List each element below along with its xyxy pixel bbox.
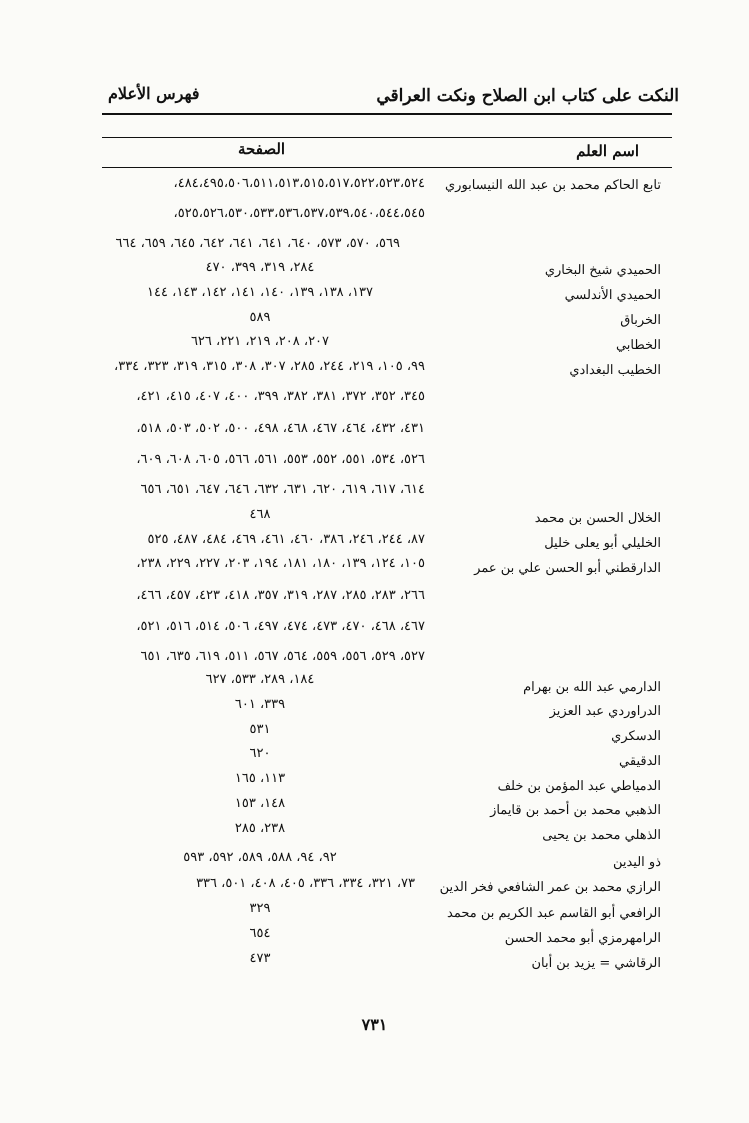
page-number: ٧٣١ <box>361 1015 388 1034</box>
entry-pages: ٨٧، ٢٤٤، ٢٤٦، ٣٨٦، ٤٦٠، ٤٦١، ٤٦٩، ٤٨٤، ٤٨٧، ٥٢٥ <box>147 532 425 547</box>
entry-pages: ٤٣١، ٤٣٢، ٤٦٤، ٤٦٧، ٤٦٨، ٤٩٨، ٥٠٠، ٥٠٢، ٥٠٣، ٥١٨، <box>136 421 425 436</box>
entry-pages: ١٤٨، ١٥٣ <box>234 796 286 811</box>
table-top-rule <box>102 137 672 138</box>
entry-name: الخطيب البغدادي <box>569 363 661 378</box>
entry-pages: ٦١٤، ٦١٧، ٦١٩، ٦٢٠، ٦٣١، ٦٣٢، ٦٤٦، ٦٤٧، ٦٥١، ٦٥٦ <box>140 482 425 497</box>
entry-pages: ٢٨٤، ٣١٩، ٣٩٩، ٤٧٠ <box>205 260 315 275</box>
entry-name: تابع الحاكم محمد بن عبد الله النيسابوري <box>445 178 661 193</box>
entry-pages: ٦٥٤ <box>249 926 271 941</box>
entry-name: الحميدي شيخ البخاري <box>544 263 661 278</box>
header-rule <box>102 113 672 115</box>
entry-pages: ٩٩، ١٠٥، ٢١٩، ٢٤٤، ٢٨٥، ٣٠٧، ٣٠٨، ٣١٥، ٣١٩، ٣٢٣، ٣٣٤، <box>114 359 425 374</box>
book-title: النكت على كتاب ابن الصلاح ونكت العراقي <box>376 86 679 106</box>
entry-name: الذهلي محمد بن يحيى <box>542 828 661 843</box>
entry-pages: ١١٣، ١٦٥ <box>234 771 286 786</box>
entry-pages: ٥٢٦، ٥٣٤، ٥٥١، ٥٥٢، ٥٥٣، ٥٦١، ٥٦٦، ٦٠٥، ٦٠٨، ٦٠٩، <box>136 452 425 467</box>
table-header-rule <box>102 167 672 168</box>
section-title: فهرس الأعلام <box>108 84 200 103</box>
entry-pages: ٢٠٧، ٢٠٨، ٢١٩، ٢٢١، ٦٢٦ <box>190 334 330 349</box>
entry-pages: ٢٦٦، ٢٨٣، ٢٨٥، ٢٨٧، ٣١٩، ٣٥٧، ٤١٨، ٤٢٣، ٤٥٧، ٤٦٦، <box>136 588 425 603</box>
entry-name: الدسكري <box>611 729 661 744</box>
entry-name: الخلال الحسن بن محمد <box>534 511 661 526</box>
entry-pages: ٥٨٩ <box>249 310 271 325</box>
entry-name: الرازي محمد بن عمر الشافعي فخر الدين <box>439 880 661 895</box>
entry-name: الخرباق <box>620 313 661 328</box>
entry-pages: ٥٣١ <box>249 722 271 737</box>
entry-name: الذهبي محمد بن أحمد بن قايماز <box>490 803 661 818</box>
entry-pages: ٥٦٩، ٥٧٠، ٥٧٣، ٦٤٠، ٦٤١، ٦٤١، ٦٤٢، ٦٤٥، ٦٥٩، ٦٦٤ <box>115 236 400 251</box>
entry-name: الرافعي أبو القاسم عبد الكريم بن محمد <box>447 906 661 921</box>
entry-name: الخطابي <box>615 338 661 353</box>
entry-pages: ٤٦٨ <box>249 507 271 522</box>
entry-name: الدقيقي <box>619 754 661 769</box>
entry-pages: ٤٧٣ <box>249 951 271 966</box>
entry-pages: ٦٢٠ <box>249 746 271 761</box>
entry-name: الدارمي عبد الله بن بهرام <box>523 680 661 695</box>
entry-name: ذو اليدين <box>612 855 661 870</box>
entry-pages: ٧٣، ٣٢١، ٣٣٤، ٣٣٦، ٤٠٥، ٤٠٨، ٥٠١، ٣٣٦ <box>196 876 415 891</box>
entry-pages: ٢٣٨، ٢٨٥ <box>234 821 286 836</box>
column-header-name: اسم العلم <box>576 142 639 160</box>
entry-pages: ١٨٤، ٢٨٩، ٥٣٣، ٦٢٧ <box>205 672 315 687</box>
entry-pages: ٣٢٩ <box>249 901 271 916</box>
entry-pages: ١٣٧، ١٣٨، ١٣٩، ١٤٠، ١٤١، ١٤٢، ١٤٣، ١٤٤ <box>147 285 373 300</box>
entry-pages: ٥٢٥،٥٢٦،٥٣٠،٥٣٣،٥٣٦،٥٣٧،٥٣٩،٥٤٠،٥٤٤،٥٤٥، <box>173 206 425 221</box>
entry-name: الحميدي الأندلسي <box>564 288 661 303</box>
entry-name: الرقاشي = يزيد بن أبان <box>531 956 661 971</box>
entry-name: الدمياطي عبد المؤمن بن خلف <box>497 779 661 794</box>
entry-name: الدارقطني أبو الحسن علي بن عمر <box>474 561 661 576</box>
entry-pages: ٩٢، ٩٤، ٥٨٨، ٥٨٩، ٥٩٢، ٥٩٣ <box>183 850 337 865</box>
column-header-page: الصفحة <box>238 140 286 158</box>
entry-pages: ٤٦٧، ٤٦٨، ٤٧٠، ٤٧٣، ٤٧٤، ٤٩٧، ٥٠٦، ٥١٤، ٥١٦، ٥٢١، <box>136 619 425 634</box>
entry-pages: ١٠٥، ١٢٤، ١٣٩، ١٨٠، ١٨١، ١٩٤، ٢٠٣، ٢٢٧، ٢٢٩، ٢٣٨، <box>136 556 425 571</box>
entry-name: الرامهرمزي أبو محمد الحسن <box>504 931 661 946</box>
entry-pages: ٤٨٤،٤٩٥،٥٠٦،٥١١،٥١٣،٥١٥،٥١٧،٥٢٢،٥٢٣،٥٢٤، <box>173 176 425 191</box>
entry-pages: ٥٢٧، ٥٢٩، ٥٥٦، ٥٥٩، ٥٦٤، ٥٦٧، ٥١١، ٦١٩، ٦٣٥، ٦٥١ <box>140 649 425 664</box>
entry-pages: ٣٣٩، ٦٠١ <box>234 697 286 712</box>
entry-pages: ٣٤٥، ٣٥٢، ٣٧٢، ٣٨١، ٣٨٢، ٣٩٩، ٤٠٠، ٤٠٧، ٤١٥، ٤٢١، <box>136 389 425 404</box>
entry-name: الدراوردي عبد العزيز <box>549 704 661 719</box>
entry-name: الخليلي أبو يعلى خليل <box>544 536 661 551</box>
